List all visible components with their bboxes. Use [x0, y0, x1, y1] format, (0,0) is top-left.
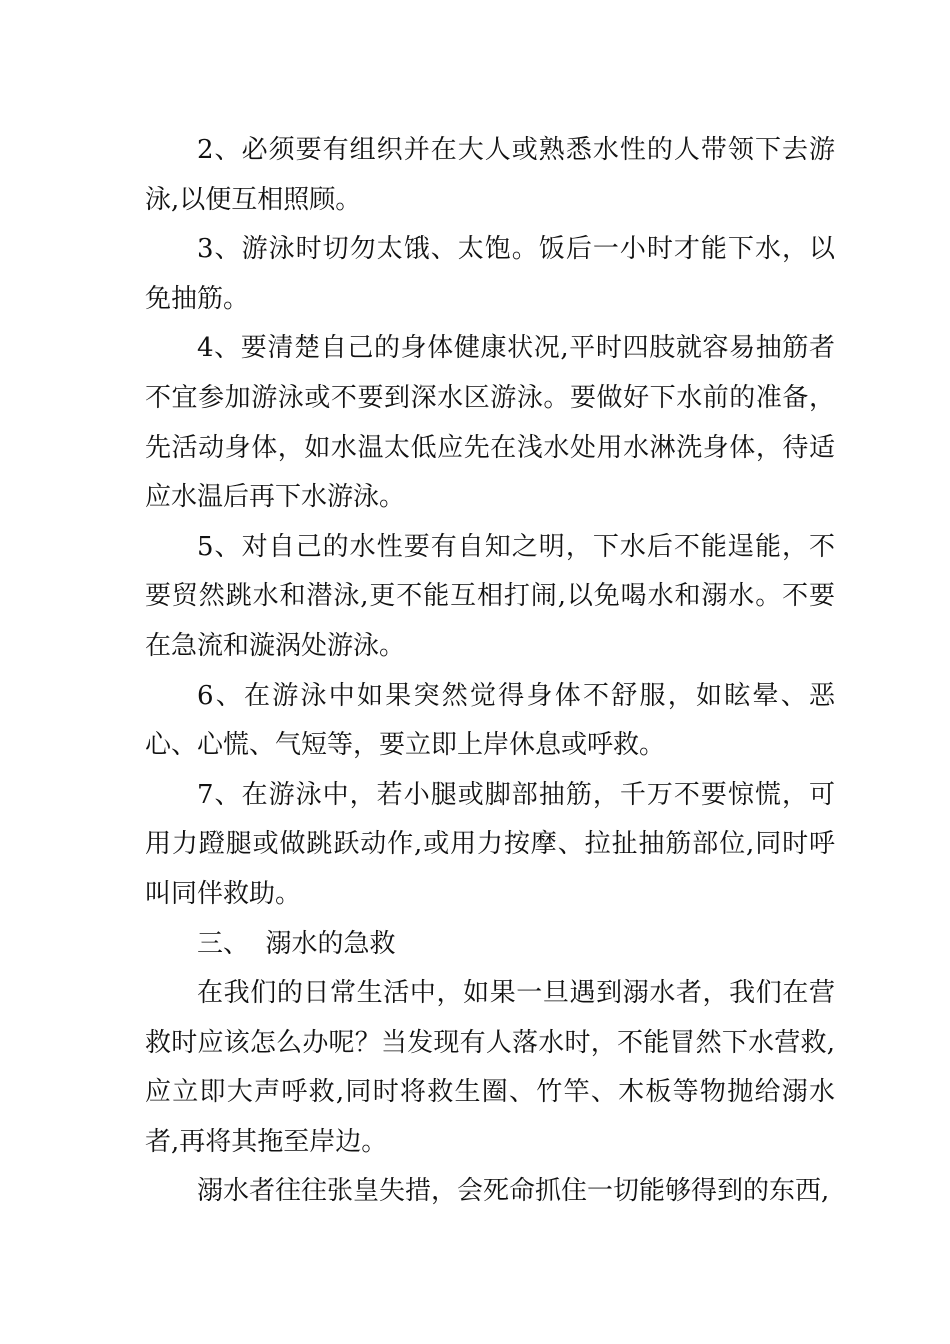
paragraph-item-2: 2、必须要有组织并在大人或熟悉水性的人带领下去游泳,以便互相照顾。 — [145, 135, 835, 215]
document-body — [145, 126, 835, 1217]
paragraph-item-4: 4、要清楚自己的身体健康状况,平时四肢就容易抽筋者不宜参加游泳或不要到深水区游泳。要做好下水前的准备，先活动身体，如水温太低应先在浅水处用水淋洗身体，待适应水温后再下水游泳。 — [145, 333, 835, 513]
paragraph-item-6: 6、在游泳中如果突然觉得身体不舒服，如眩晕、恶心、心慌、气短等，要立即上岸休息或呼救。 — [145, 680, 835, 761]
paragraph-item-7: 7、在游泳中，若小腿或脚部抽筋，千万不要惊慌，可用力蹬腿或做跳跃动作,或用力按摩、拉扯抽筋部位,同时呼叫同伴救助。 — [145, 779, 835, 909]
section-heading: 三、 溺水的急救 — [197, 928, 396, 959]
section-paragraph-drowning-person: 溺水者往往张皇失措，会死命抓住一切能够得到的东西, — [197, 1176, 830, 1207]
paragraph-item-5: 5、对自己的水性要有自知之明，下水后不能逞能，不要贸然跳水和潜泳,更不能互相打闹,以免喝水和溺水。不要在急流和漩涡处游泳。 — [145, 531, 835, 661]
section-paragraph-rescue: 在我们的日常生活中，如果一旦遇到溺水者，我们在营救时应该怎么办呢？当发现有人落水时，不能冒然下水营救,应立即大声呼救,同时将救生圈、竹竿、木板等物抛给溺水者,再将其拖至岸边。 — [145, 978, 835, 1157]
paragraph-item-3: 3、游泳时切勿太饿、太饱。饭后一小时才能下水，以免抽筋。 — [145, 234, 835, 314]
